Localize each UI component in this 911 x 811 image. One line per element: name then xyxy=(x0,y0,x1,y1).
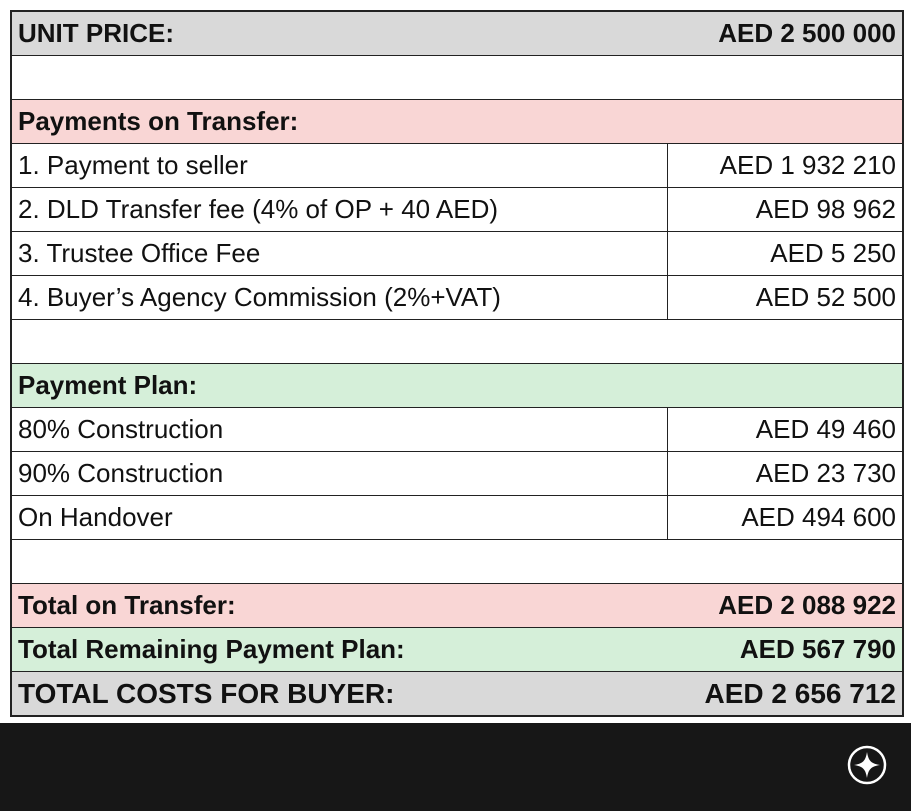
total-buyer-row xyxy=(12,672,902,717)
plan-item-value: AED 23 730 xyxy=(755,458,896,488)
transfer-item-value: AED 5 250 xyxy=(770,238,896,268)
transfer-item-label: 2. DLD Transfer fee (4% of OP + 40 AED) xyxy=(12,188,668,231)
transfer-item-value: AED 98 962 xyxy=(755,194,896,224)
total-plan-label: Total Remaining Payment Plan: xyxy=(18,634,405,664)
transfer-item-row xyxy=(12,232,902,276)
unit-price-label: UNIT PRICE: xyxy=(18,18,174,48)
spacer-row xyxy=(12,540,902,584)
transfer-heading-row xyxy=(12,100,902,144)
plan-item-label: On Handover xyxy=(12,496,668,539)
plan-item-value: AED 494 600 xyxy=(741,502,896,532)
price-breakdown-table xyxy=(10,10,904,717)
sparkle-star-icon xyxy=(847,745,887,785)
footer-bar xyxy=(0,723,911,811)
plan-heading: Payment Plan: xyxy=(18,370,198,400)
transfer-item-label: 4. Buyer’s Agency Commission (2%+VAT) xyxy=(12,276,668,319)
transfer-item-label: 3. Trustee Office Fee xyxy=(12,232,668,275)
total-plan-row xyxy=(12,628,902,672)
plan-item-row xyxy=(12,496,902,540)
total-buyer-label: TOTAL COSTS FOR BUYER: xyxy=(18,677,395,709)
transfer-item-row xyxy=(12,188,902,232)
spacer-row xyxy=(12,320,902,364)
transfer-item-value: AED 52 500 xyxy=(755,282,896,312)
transfer-item-row xyxy=(12,276,902,320)
total-transfer-row xyxy=(12,584,902,628)
plan-item-label: 80% Construction xyxy=(12,408,668,451)
transfer-heading: Payments on Transfer: xyxy=(18,106,299,136)
plan-item-row xyxy=(12,408,902,452)
plan-item-row xyxy=(12,452,902,496)
transfer-item-row xyxy=(12,144,902,188)
unit-price-row xyxy=(12,12,902,56)
plan-item-value: AED 49 460 xyxy=(755,414,896,444)
spacer-row xyxy=(12,56,902,100)
total-buyer-value: AED 2 656 712 xyxy=(704,677,896,709)
total-plan-value: AED 567 790 xyxy=(739,634,896,664)
total-transfer-label: Total on Transfer: xyxy=(18,590,236,620)
total-transfer-value: AED 2 088 922 xyxy=(718,590,896,620)
plan-item-label: 90% Construction xyxy=(12,452,668,495)
plan-heading-row xyxy=(12,364,902,408)
unit-price-value: AED 2 500 000 xyxy=(718,18,896,48)
transfer-item-value: AED 1 932 210 xyxy=(719,150,896,180)
transfer-item-label: 1. Payment to seller xyxy=(12,144,668,187)
